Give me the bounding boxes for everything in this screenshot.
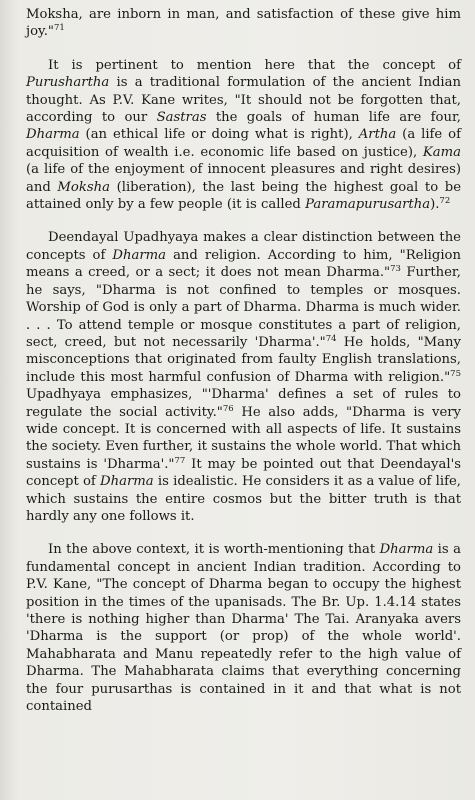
text-run: the goals of human life are four, <box>206 110 461 126</box>
text-run: is a fundamental concept in ancient Indian tradition. According to P.V. Kane, "The concept of Dharma began to occupy the highest position in the times of the upanisads. The Br. Up. 1.4.14 states 'there is nothing higher than Dharma' The Tai. Aranyaka avers 'Dharma is the support (or prop) of the whole world'. Mahabharata and Manu repeatedly refer to the high value of Dharma. The Mahabharata claims that everything concerning the four purusarthas is contained in it and that what is not contained <box>26 542 462 715</box>
text-run: Further, he says, "Dharma is not confined to temples or mosques. Worship of God is only a part of Dharma. Dharma is much wider. . . . To attend temple or mosque constitutes a part of religion, sect, creed, but not necessarily 'Dharma'." <box>26 265 461 350</box>
paragraph-4 <box>26 541 461 715</box>
text-run: In the above context, it is worth-mentioning that <box>48 542 380 558</box>
italic-term: Dharma <box>100 474 154 490</box>
text-run: Deendayal Upadhyaya makes a clear distinction between the concepts of <box>26 230 461 263</box>
text-run: (an ethical life or doing what is right), <box>79 127 359 143</box>
text-run: is idealistic. He considers it as a value of life, which sustains the entire cosmos but the bitter truth is that hardly any one follows it. <box>26 474 461 524</box>
italic-term: Moksha <box>57 179 110 195</box>
footnote-marker: 71 <box>53 23 65 34</box>
footnote-marker: 73 <box>390 264 401 275</box>
text-run: (a life of acquisition of wealth i.e. economic life based on justice), <box>26 127 461 160</box>
italic-term: Paramapurusartha <box>305 197 431 213</box>
italic-term: Dharma <box>112 247 167 263</box>
italic-term: Purushartha <box>26 75 110 91</box>
text-run: He also adds, "Dharma is very wide concept. It is concerned with all aspects of life. It sustains the society. Even further, it sustains the whole world. That which sustains is 'Dharma'." <box>26 404 461 472</box>
text-run: is a traditional formulation of the ancient Indian thought. As P.V. Kane writes, "It should not be forgotten that, according to our <box>26 75 461 126</box>
text-run: Upadhyaya emphasizes, "'Dharma' defines a set of rules to regulate the social activity." <box>26 387 461 420</box>
text-run: He holds, "Many misconceptions that originated from faulty English translations, include this most harmful confusion of Dharma with religion." <box>26 334 461 385</box>
text-run: and religion. According to him, "Religion means a creed, or a sect; it does not mean Dharma." <box>26 247 461 281</box>
footnote-marker: 75 <box>450 368 461 379</box>
italic-term: Artha <box>358 127 397 143</box>
paragraph-2 <box>26 57 461 214</box>
text-run: It may be pointed out that Deendayal's concept of <box>26 456 461 490</box>
italic-term: Kama <box>422 144 461 160</box>
text-run: Moksha, are inborn in man, and satisfaction of these give him joy." <box>26 7 461 40</box>
footnote-marker: 77 <box>174 455 186 466</box>
footnote-marker: 76 <box>222 403 234 414</box>
footnote-marker: 74 <box>325 333 337 344</box>
text-run: ). <box>430 197 440 213</box>
footnote-marker: 72 <box>439 196 451 207</box>
italic-term: Dharma <box>379 542 434 558</box>
text-run: (liberation), the last being the highest goal to be attained only by a few people (it is called <box>26 179 461 213</box>
paragraph-1 <box>26 6 461 41</box>
italic-term: Dharma <box>26 127 80 143</box>
paragraph-3 <box>26 229 461 525</box>
text-run: (a life of the enjoyment of innocent pleasures and right desires) and <box>26 162 461 195</box>
text-run: It is pertinent to mention here that the concept of <box>48 57 461 73</box>
italic-term: Sastras <box>156 110 207 126</box>
